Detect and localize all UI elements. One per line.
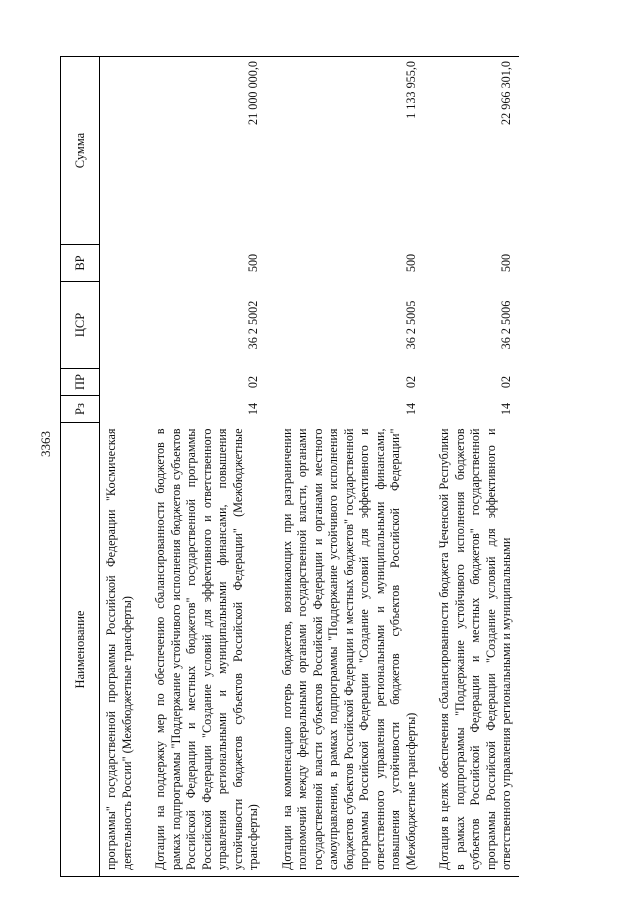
- table-row: [435, 57, 519, 877]
- row-vr: [100, 245, 140, 282]
- row-spacer: [139, 57, 151, 877]
- row-vr: 500: [246, 253, 260, 273]
- row-csr: [100, 282, 140, 369]
- row-csr: 36 2 5005: [403, 300, 418, 350]
- row-rz: [100, 396, 140, 423]
- header-rz: Рз: [61, 396, 100, 423]
- row-pr: 02: [246, 375, 260, 389]
- table-header-row: [61, 57, 100, 877]
- header-sum: Сумма: [61, 57, 100, 245]
- header-csr: ЦСР: [61, 282, 100, 369]
- row-sum: 21 000 000,0: [151, 57, 266, 245]
- row-vr: 500: [499, 253, 513, 273]
- row-name: Дотации на поддержку мер по обеспечению сбалансированности бюджетов в рамках подпрограммы "Поддержание устойчивого исполнения бюджетов субъектов Российской Федерации и местных бюджетов" государственной программы Российской Федерации "Создание условий для эффективного и ответственного управления региональными и муниципальными финансами, повышения устойчивости бюджетов субъектов Российской Федерации" (Межбюджетные трансферты): [151, 423, 266, 877]
- row-sum: 1 133 955,0: [278, 57, 424, 245]
- table-row: [151, 57, 266, 877]
- header-name: Наименование: [61, 423, 100, 877]
- row-pr: 02: [499, 375, 513, 389]
- row-sum: 22 966 301,0: [435, 57, 519, 245]
- row-name: Дотация в целях обеспечения сбалансированности бюджета Чеченской Республики в рамках подпрограммы "Поддержание устойчивого исполнения бюджетов субъектов Российской Федерации и местных бюджетов" государственной программы Российской Федерации "Создание условий для эффективного и ответственного управления региональными и муниципальными: [435, 423, 519, 877]
- row-rz: 14: [499, 402, 513, 416]
- row-name: программы" государственной программы Российской Федерации "Космическая деятельность России" (Межбюджетные трансферты): [100, 423, 140, 877]
- budget-table: [60, 56, 519, 877]
- page-number: 3363: [38, 431, 53, 457]
- row-spacer: [266, 57, 278, 877]
- table-row: [278, 57, 424, 877]
- row-rz: 14: [403, 402, 418, 416]
- table-row: [100, 57, 140, 877]
- row-vr: 500: [403, 253, 418, 273]
- row-csr: 36 2 5006: [499, 300, 513, 350]
- header-vr: ВР: [61, 245, 100, 282]
- row-name: Дотации на компенсацию потерь бюджетов, возникающих при разграничении полномочий между федеральными органами государственной власти, органами государственной власти субъектов Российской Федерации и органами местного самоуправления, в рамках подпрограммы "Поддержание устойчивого исполнения бюджетов субъектов Российской Федерации и местных бюджетов" государственной программы Российской Федерации "Создание условий для эффективного и ответственного управления региональными и муниципальными финансами, повышения устойчивости бюджетов субъектов Российской Федерации" (Межбюджетные трансферты): [278, 423, 424, 877]
- row-rz: 14: [246, 402, 260, 416]
- row-sum: [100, 57, 140, 245]
- row-spacer: [423, 57, 435, 877]
- row-csr: 36 2 5002: [246, 300, 260, 350]
- row-pr: [100, 369, 140, 396]
- header-pr: ПР: [61, 369, 100, 396]
- row-pr: 02: [403, 375, 418, 389]
